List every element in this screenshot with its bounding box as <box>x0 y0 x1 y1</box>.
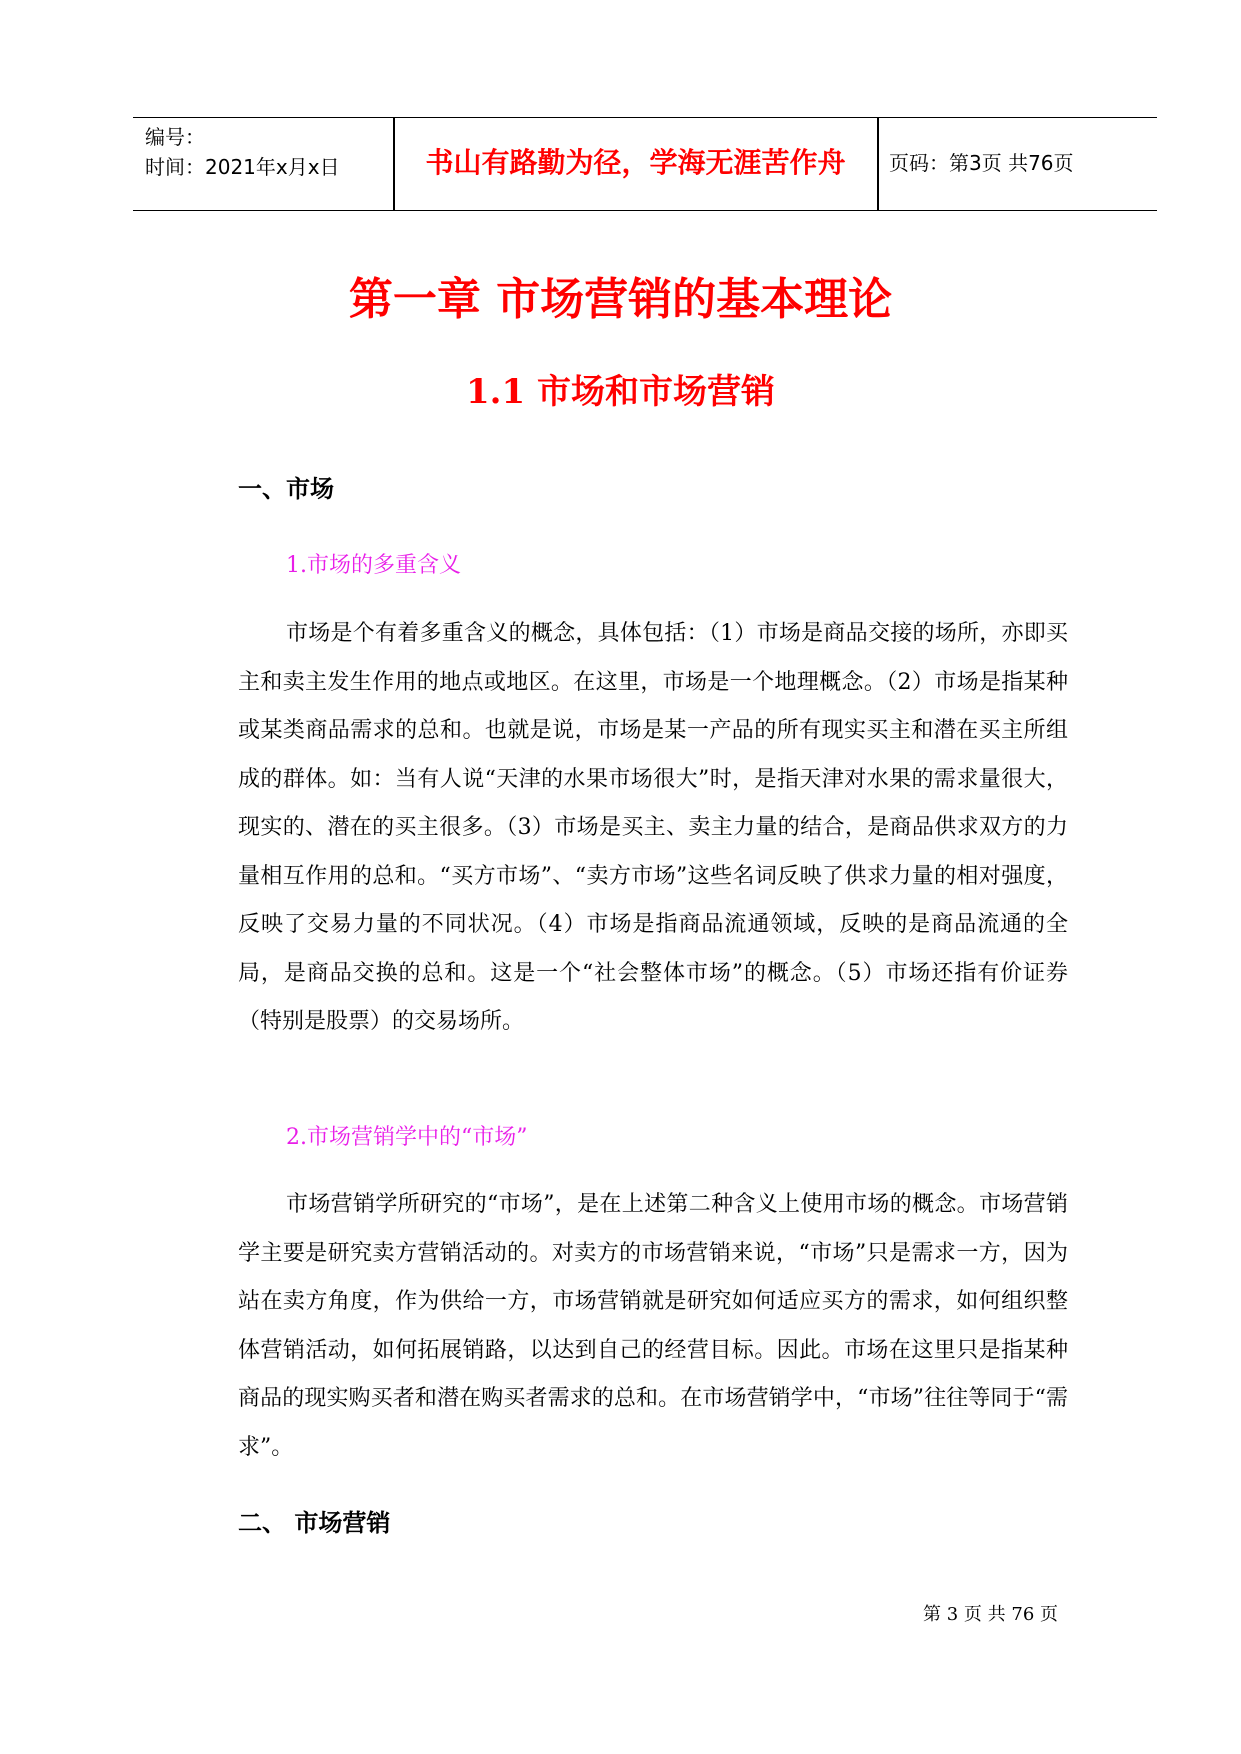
subheading-market-meanings: 1.市场的多重含义 <box>286 553 461 578</box>
header-table <box>133 117 1157 211</box>
paragraph-market-meanings: 市场是个有着多重含义的概念，具体包括：（1）市场是商品交接的场所，亦即买主和卖主发生作用的地点或地区。在这里，市场是一个地理概念。（2）市场是指某种或某类商品需求的总和。也就是说，市场是某一产品的所有现实买主和潜在买主所组成的群体。如：当有人说“天津的水果市场很大”时，是指天津对水果的需求量很大，现实的、潜在的买主很多。（3）市场是买主、卖主力量的结合，是商品供求双方的力量相互作用的总和。“买方市场”、“卖方市场”这些名词反映了供求力量的相对强度，反映了交易力量的不同状况。（4）市场是指商品流通领域，反映的是商品流通的全局，是商品交换的总和。这是一个“社会整体市场”的概念。（5）市场还指有价证券（特别是股票）的交易场所。 <box>238 621 1068 1034</box>
header-number-label: 编号： <box>145 125 205 149</box>
header-page-info: 页码：第3页 共76页 <box>889 151 1074 175</box>
heading-marketing: 二、 市场营销 <box>238 1509 391 1537</box>
header-meta <box>145 122 385 182</box>
header-time-label: 时间：2021年x月x日 <box>145 155 340 179</box>
paragraph-market-in-marketing: 市场营销学所研究的“市场”，是在上述第二种含义上使用市场的概念。市场营销学主要是研究卖方营销活动的。对卖方的市场营销来说，“市场”只是需求一方，因为站在卖方角度，作为供给一方，市场营销就是研究如何适应买方的需求，如何组织整体营销活动，如何拓展销路，以达到自己的经营目标。因此。市场在这里只是指某种商品的现实购买者和潜在购买者需求的总和。在市场营销学中，“市场”往往等同于“需求”。 <box>238 1192 1068 1460</box>
chapter-title: 第一章 市场营销的基本理论 <box>348 274 893 325</box>
header-divider <box>877 118 879 210</box>
heading-market: 一、市场 <box>238 475 334 503</box>
footer-page-number: 第 3 页 共 76 页 <box>923 1604 1058 1625</box>
section-title: 1.1 市场和市场营销 <box>466 372 775 412</box>
header-motto: 书山有路勤为径，学海无涯苦作舟 <box>425 146 846 179</box>
subheading-market-in-marketing: 2.市场营销学中的“市场” <box>286 1125 528 1150</box>
